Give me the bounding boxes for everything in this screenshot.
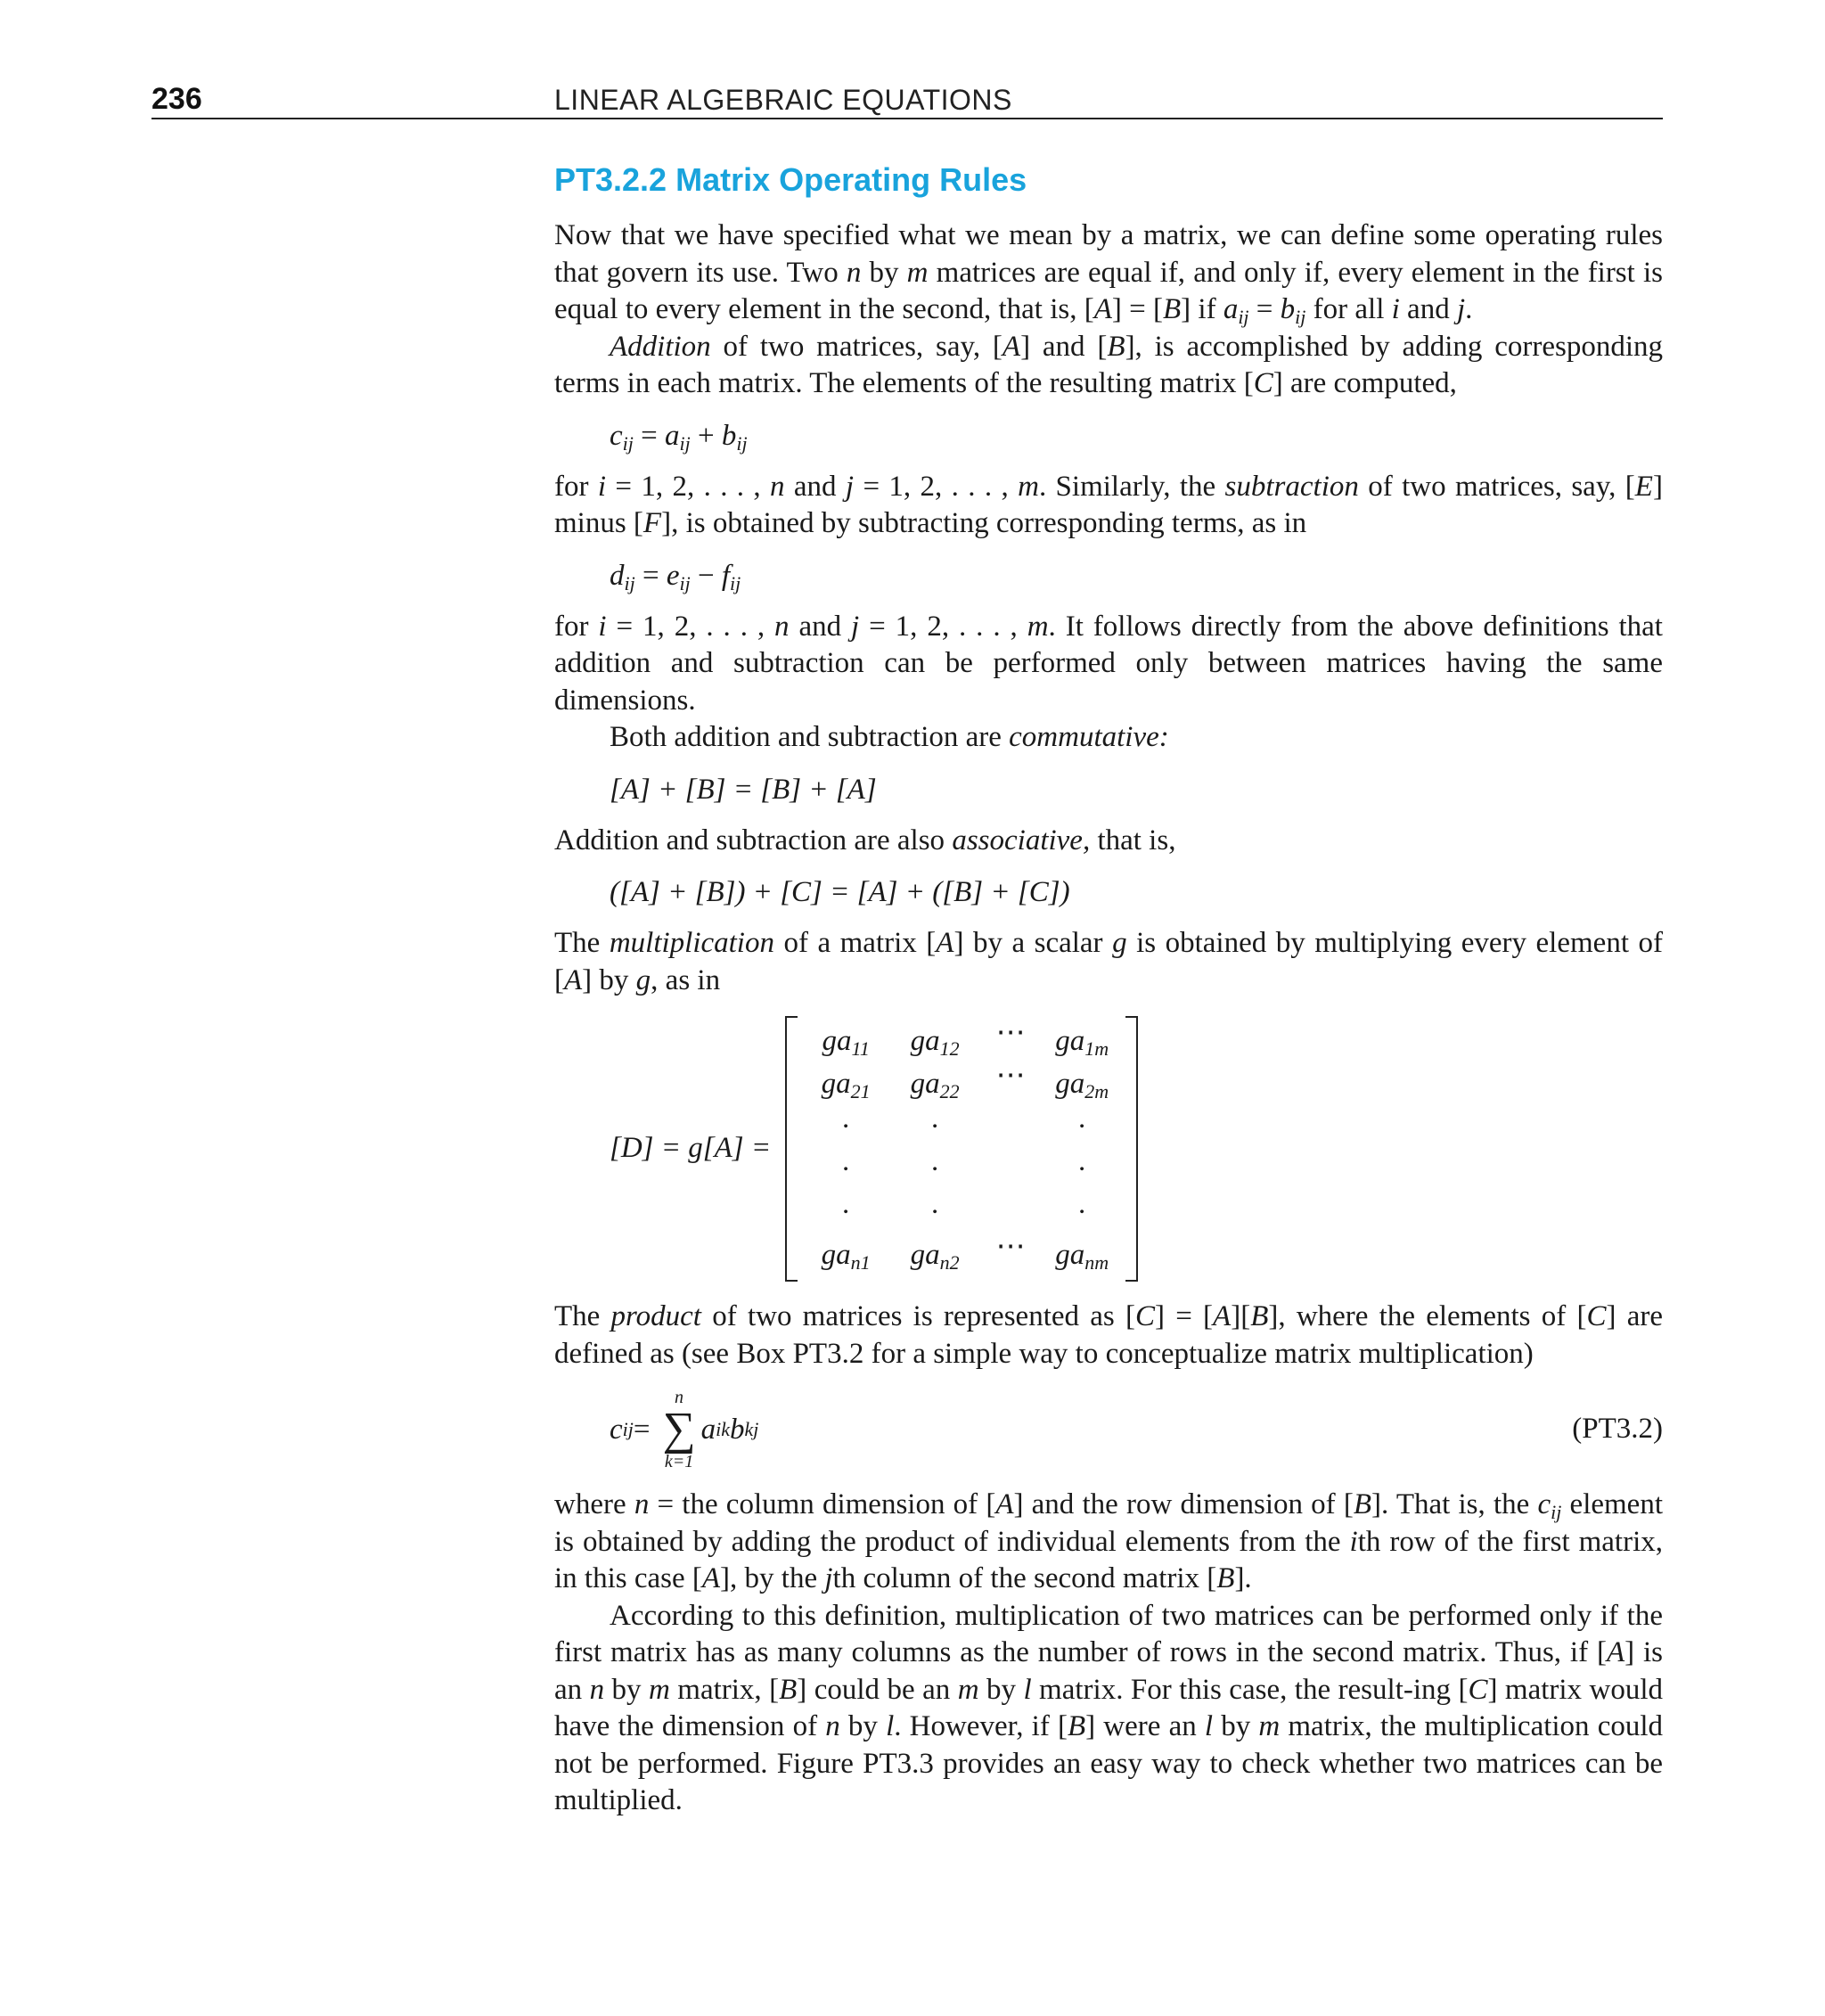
matrix-cell: $ga_{11}$ [822, 1025, 870, 1060]
paragraph-commutative: Both addition and subtraction are commutative: [610, 721, 1169, 753]
equation-commutative: [A] + [B] = [B] + [A] [610, 773, 877, 806]
matrix-cell [979, 1148, 1042, 1191]
equation-number: (PT3.2) [1572, 1413, 1663, 1445]
matrix-left-bracket [785, 1016, 798, 1282]
matrix-cell: . [842, 1145, 850, 1177]
matrix-cell: $ga_{n1}$ [821, 1239, 871, 1274]
matrix-cell: $ga_{2m}$ [1055, 1068, 1109, 1102]
running-head: LINEAR ALGEBRAIC EQUATIONS [554, 84, 1012, 116]
paragraph-product: The product of two matrices is represented as [C] = [A][B], where the elements of [C] are defined as (see Box PT3.2 for a simple way to conceptualize matrix multiplication) [554, 1300, 1663, 1370]
page-content [554, 153, 1663, 1820]
matrix-cell: . [842, 1102, 850, 1135]
equation-addition: $c_{ij} = a_{ij} + b_{ij}$ [610, 419, 748, 455]
paragraph-dimensions: for i = 1, 2, . . . , n and j = 1, 2, . . . , m. It follows directly from the above definitions that addition and subtraction can be performed only between matrices having the same dimensions. [554, 610, 1663, 717]
paragraph-associative: Addition and subtraction are also associative, that is, [554, 824, 1176, 856]
matrix-cell: . [931, 1188, 939, 1220]
matrix-grid [801, 1017, 1122, 1276]
matrix-cell: . [1078, 1145, 1086, 1177]
equation-product: c ij = n ∑ k=1 a ik b kj (PT3.2) [610, 1388, 1663, 1471]
matrix-cell: . [931, 1145, 939, 1177]
matrix-cell: ⋯ [995, 1231, 1026, 1263]
paragraph-addition: Addition of two matrices, say, [A] and [B], is accomplished by adding corresponding terms in each matrix. The elements of the resulting matrix [C] are computed, [554, 330, 1663, 399]
matrix-cell: . [931, 1102, 939, 1135]
matrix-cell: ⋯ [995, 1017, 1026, 1049]
scalar-matrix [785, 1016, 1138, 1282]
matrix-cell [979, 1105, 1042, 1148]
equation-scalar-multiplication [610, 1015, 1663, 1283]
equation-subtraction: $d_{ij} = e_{ij} - f_{ij}$ [610, 559, 741, 594]
matrix-cell: . [842, 1188, 850, 1220]
matrix-cell: $ga_{12}$ [910, 1025, 960, 1060]
matrix-cell: $ga_{1m}$ [1055, 1025, 1109, 1060]
matrix-cell: $ga_{n2}$ [910, 1239, 960, 1274]
summation-sign: n ∑ k=1 [662, 1388, 696, 1471]
paragraph-subtraction: for i = 1, 2, . . . , n and j = 1, 2, . . . , m. Similarly, the subtraction of two matrices, say, [E] minus [F], is obtained by subtracting corresponding terms, as in [554, 470, 1663, 539]
paragraph-equality: Now that we have specified what we mean by a matrix, we can define some operating rules that govern its use. Two n by m matrices are equal if, and only if, every element in the first is equal to every element in the second, that is, [A] = [B] if $a_{ij} = b_{ij}$ for all i and j. [554, 219, 1663, 328]
matrix-right-bracket [1125, 1016, 1138, 1282]
matrix-cell: . [1078, 1102, 1086, 1135]
matrix-cell: $ga_{22}$ [910, 1068, 960, 1102]
scalar-equation-lhs: [D] = g[A] = [610, 1132, 772, 1165]
paragraph-scalar: The multiplication of a matrix [A] by a scalar g is obtained by multiplying every element of [A] by g, as in [554, 927, 1663, 996]
matrix-cell: $ga_{nm}$ [1055, 1239, 1109, 1274]
page-number: 236 [151, 82, 202, 116]
header-rule [151, 118, 1663, 119]
section-title-text: Matrix Operating Rules [675, 161, 1027, 198]
equation-associative: ([A] + [B]) + [C] = [A] + ([B] + [C]) [610, 876, 1070, 908]
paragraph-product-explanation: where n = the column dimension of [A] and the row dimension of [B]. That is, the $c_{ij}$ element is obtained by adding the product of individual elements from the ith row of the first matrix, in this case [A], by the jth column of the second matrix [B]. [554, 1488, 1663, 1594]
matrix-cell: ⋯ [995, 1060, 1026, 1092]
matrix-cell [979, 1191, 1042, 1233]
section-number: PT3.2.2 [554, 161, 667, 198]
section-title [554, 153, 1663, 207]
matrix-cell: . [1078, 1188, 1086, 1220]
paragraph-multiplication-conditions: According to this definition, multiplication of two matrices can be performed only if the first matrix has as many columns as the number of rows in the second matrix. Thus, if [A] is an n by m matrix, [B] could be an m by l matrix. For this case, the result-ing [C] matrix would have the dimension of n by l. However, if [B] were an l by m matrix, the multiplication could not be performed. Figure PT3.3 provides an easy way to check whether two matrices can be multiplied. [554, 1599, 1664, 1816]
matrix-cell: $ga_{21}$ [821, 1068, 871, 1102]
